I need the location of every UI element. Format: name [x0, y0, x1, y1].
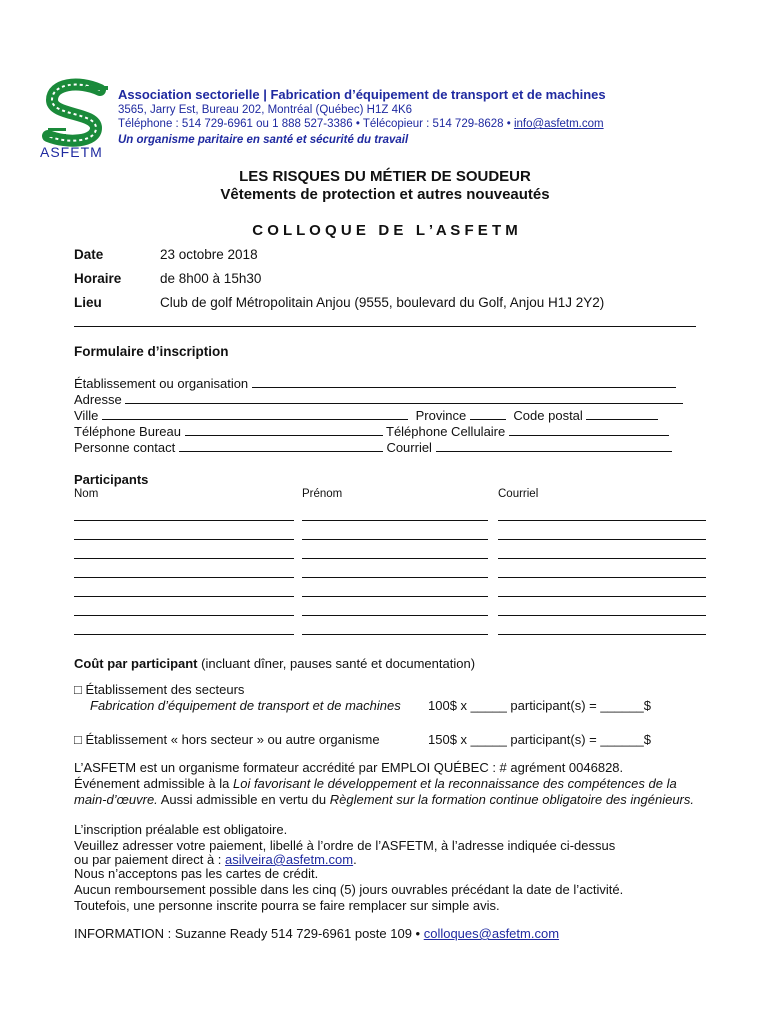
participant-last-name-field[interactable] [74, 634, 294, 635]
registration-note-3 [74, 852, 357, 867]
participant-email-field[interactable] [498, 558, 706, 559]
participant-first-name-field[interactable] [302, 539, 488, 540]
col-last-name: Nom [74, 488, 99, 500]
org-contact-text: Téléphone : 514 729-6961 ou 1 888 527-3386 • Télécopieur : 514 729-8628 • [118, 118, 514, 130]
cost-title-note: (incluant dîner, pauses santé et documentation) [197, 656, 476, 671]
date-label: Date [74, 247, 104, 262]
registration-note-1: L’inscription préalable est obligatoire. [74, 822, 288, 837]
accreditation-line-2 [74, 776, 677, 791]
participant-last-name-field[interactable] [74, 520, 294, 521]
province-label: Province [415, 408, 467, 423]
participant-email-field[interactable] [498, 634, 706, 635]
law-title-end: main-d’œuvre. [74, 792, 158, 807]
place-label: Lieu [74, 295, 102, 310]
page-title: LES RISQUES DU MÉTIER DE SOUDEUR [239, 168, 531, 185]
time-label: Horaire [74, 271, 122, 286]
participant-first-name-field[interactable] [302, 596, 488, 597]
logo [38, 78, 116, 160]
option-other-checkbox[interactable]: □ Établissement « hors secteur » ou autre organisme [74, 732, 380, 747]
section-divider [74, 326, 696, 327]
office-phone-field[interactable] [185, 424, 383, 436]
participant-email-field[interactable] [498, 615, 706, 616]
establishment-label: Établissement ou organisation [74, 376, 249, 391]
province-field[interactable] [470, 408, 506, 420]
city-label: Ville [74, 408, 99, 423]
email-label: Courriel [386, 440, 432, 455]
address-row [74, 392, 683, 407]
cell-phone-field[interactable] [509, 424, 669, 436]
participant-last-name-field[interactable] [74, 577, 294, 578]
participants-title: Participants [74, 472, 149, 487]
registration-note-6: Toutefois, une personne inscrite pourra se faire remplacer sur simple avis. [74, 898, 500, 913]
payment-email-link[interactable]: asilveira@asfetm.com [225, 852, 354, 867]
org-tagline: Un organisme paritaire en santé et sécurité du travail [118, 134, 409, 146]
participant-last-name-field[interactable] [74, 539, 294, 540]
regulation-text: Aussi admissible en vertu du [157, 792, 330, 807]
information-text: INFORMATION : Suzanne Ready 514 729-6961 poste 109 • [74, 926, 424, 941]
cost-title: Coût par participant [74, 656, 198, 671]
registration-note-4: Nous n’acceptons pas les cartes de crédit. [74, 866, 319, 881]
postal-label: Code postal [513, 408, 583, 423]
org-contact [118, 118, 604, 130]
option-other-price: 150$ x _____ participant(s) = ______$ [428, 732, 651, 747]
option-sector-description: Fabrication d’équipement de transport et de machines [90, 698, 401, 713]
contact-field[interactable] [179, 440, 383, 452]
participant-last-name-field[interactable] [74, 596, 294, 597]
city-row [74, 408, 658, 423]
address-label: Adresse [74, 392, 122, 407]
option-sector-price: 100$ x _____ participant(s) = ______$ [428, 698, 651, 713]
org-address: 3565, Jarry Est, Bureau 202, Montréal (Québec) H1Z 4K6 [118, 104, 413, 116]
cell-phone-label: Téléphone Cellulaire [386, 424, 506, 439]
participant-first-name-field[interactable] [302, 615, 488, 616]
contact-label: Personne contact [74, 440, 176, 455]
establishment-field[interactable] [252, 376, 676, 388]
postal-field[interactable] [586, 408, 658, 420]
col-first-name: Prénom [302, 488, 343, 500]
law-title: Loi favorisant le développement et la reconnaissance des compétences de la [232, 776, 677, 791]
information-line [74, 926, 559, 941]
payment-text: ou par paiement direct à : [74, 852, 226, 867]
participant-last-name-field[interactable] [74, 558, 294, 559]
registration-note-5: Aucun remboursement possible dans les cinq (5) jours ouvrables précédant la date de l’activité. [74, 882, 624, 897]
email-field[interactable] [436, 440, 672, 452]
participant-email-field[interactable] [498, 577, 706, 578]
time-value: de 8h00 à 15h30 [160, 271, 262, 286]
option-sector-checkbox[interactable]: □ Établissement des secteurs [74, 682, 245, 697]
org-title: Association sectorielle | Fabrication d’équipement de transport et de machines [118, 87, 606, 102]
office-phone-label: Téléphone Bureau [74, 424, 181, 439]
contact-row [74, 440, 672, 455]
col-email: Courriel [498, 488, 539, 500]
participant-first-name-field[interactable] [302, 634, 488, 635]
phone-row [74, 424, 669, 439]
participant-email-field[interactable] [498, 596, 706, 597]
accreditation-line-1: L’ASFETM est un organisme formateur accrédité par EMPLOI QUÉBEC : # agrément 0046828. [74, 760, 624, 775]
logo-text: ASFETM [40, 144, 103, 160]
participant-email-field[interactable] [498, 520, 706, 521]
registration-note-2: Veuillez adresser votre paiement, libellé à l’ordre de l’ASFETM, à l’adresse indiquée ci-dessus [74, 838, 616, 853]
participant-first-name-field[interactable] [302, 558, 488, 559]
page-subtitle: Vêtements de protection et autres nouveautés [220, 186, 550, 203]
event-title: C O L L O Q U E D E L ’ A S F E T M [252, 222, 518, 239]
date-value: 23 octobre 2018 [160, 247, 258, 262]
city-field[interactable] [102, 408, 408, 420]
participant-email-field[interactable] [498, 539, 706, 540]
org-email-link[interactable]: info@asfetm.com [513, 118, 604, 130]
participant-first-name-field[interactable] [302, 577, 488, 578]
regulation-title: Règlement sur la formation continue obligatoire des ingénieurs. [329, 792, 694, 807]
information-email-link[interactable]: colloques@asfetm.com [423, 926, 560, 941]
address-field[interactable] [125, 392, 683, 404]
participant-last-name-field[interactable] [74, 615, 294, 616]
payment-period: . [353, 852, 357, 867]
place-value: Club de golf Métropolitain Anjou (9555, boulevard du Golf, Anjou H1J 2Y2) [160, 295, 605, 310]
form-title: Formulaire d’inscription [74, 344, 229, 359]
cost-heading [74, 656, 475, 671]
accreditation-text: Événement admissible à la [74, 776, 233, 791]
participant-first-name-field[interactable] [302, 520, 488, 521]
establishment-row [74, 376, 676, 391]
accreditation-line-3 [74, 792, 694, 807]
